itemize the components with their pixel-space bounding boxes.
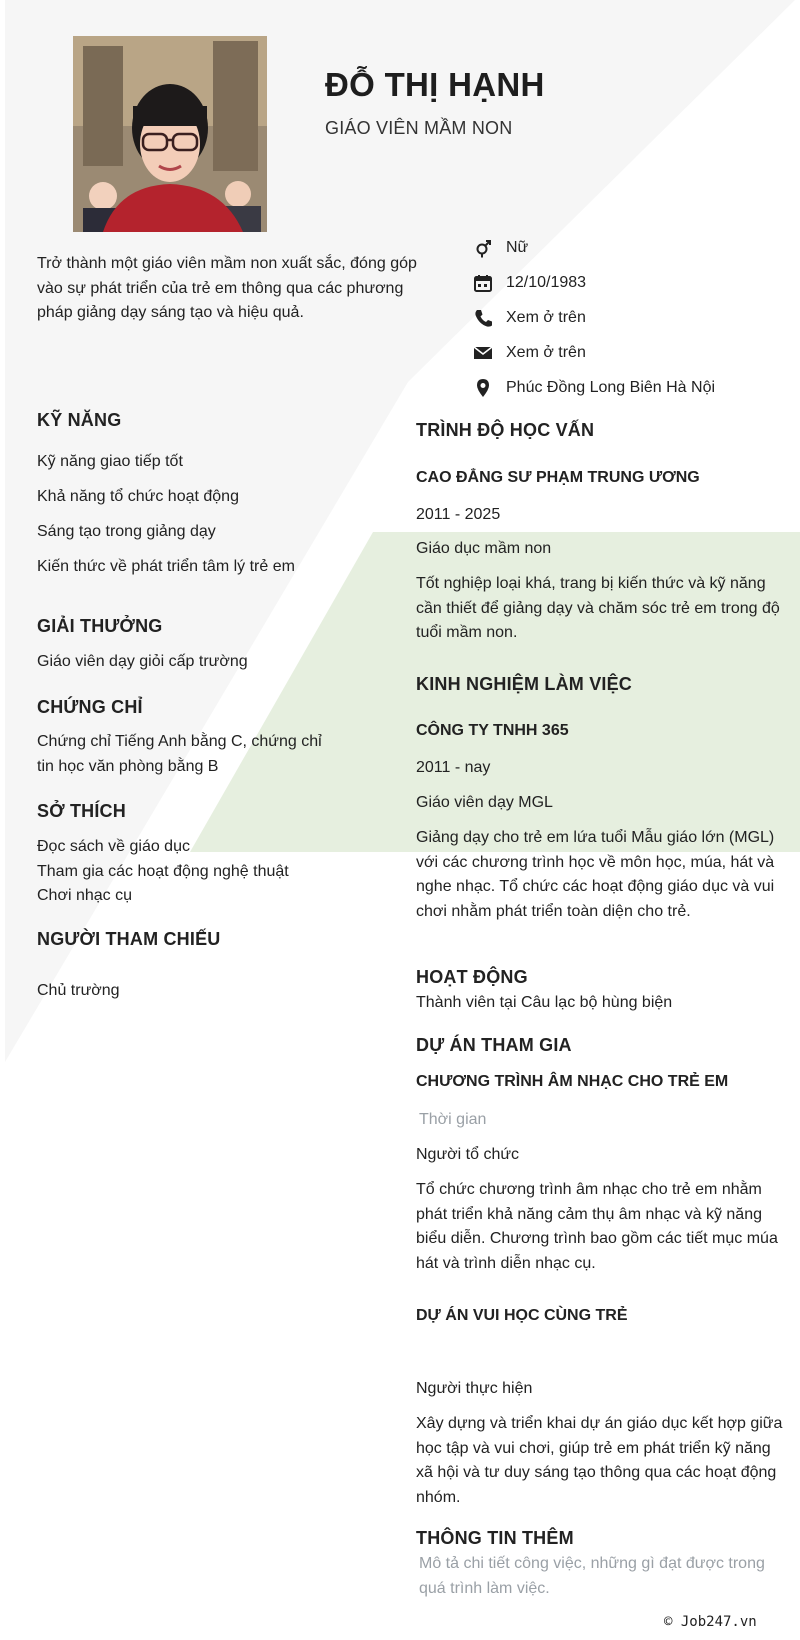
gender-value: Nữ	[506, 238, 529, 256]
contact-phone	[472, 300, 792, 335]
candidate-name: ĐỖ THỊ HẠNH	[325, 66, 545, 103]
activity-item: Thành viên tại Câu lạc bộ hùng biện	[416, 994, 673, 1011]
career-objective: Trở thành một giáo viên mầm non xuất sắc, đóng góp vào sự phát triển của trẻ em thông qua các phương pháp giảng dạy sáng tạo và hiệu quả.	[37, 255, 417, 321]
contact-email	[472, 335, 792, 370]
project-description: Xây dựng và triển khai dự án giáo dục kết hợp giữa học tập và vui chơi, giúp trẻ em phát triển kỹ năng xã hội và tư duy sáng tạo thông qua các hoạt động nhóm.	[416, 1415, 783, 1506]
education-heading: TRÌNH ĐỘ HỌC VẤN	[416, 420, 595, 440]
project-name: DỰ ÁN VUI HỌC CÙNG TRẺ	[416, 1307, 628, 1324]
birthday-value: 12/10/1983	[506, 273, 587, 291]
activities-heading: HOẠT ĐỘNG	[416, 967, 528, 987]
skill-item: Kỹ năng giao tiếp tốt	[37, 453, 183, 470]
skills-list	[37, 450, 295, 590]
footer-copyright: © Job247.vn	[664, 1614, 757, 1630]
envelope-icon	[472, 342, 494, 364]
gender-icon	[472, 237, 494, 259]
hobbies-list	[37, 835, 289, 909]
additional-info-heading: THÔNG TIN THÊM	[416, 1528, 574, 1548]
experience-role: Giáo viên dạy MGL	[416, 794, 553, 811]
references-heading: NGƯỜI THAM CHIẾU	[37, 929, 221, 949]
candidate-title: GIÁO VIÊN MẦM NON	[325, 118, 513, 138]
profile-photo	[73, 36, 267, 232]
portrait-illustration	[73, 36, 267, 232]
location-pin-icon	[472, 377, 494, 399]
calendar-icon	[472, 272, 494, 294]
award-item: Giáo viên dạy giỏi cấp trường	[37, 653, 248, 670]
skill-item: Sáng tạo trong giảng dạy	[37, 523, 216, 540]
phone-value: Xem ở trên	[506, 308, 586, 326]
experience-company: CÔNG TY TNHH 365	[416, 722, 569, 739]
certificates-heading: CHỨNG CHỈ	[37, 697, 143, 717]
contact-gender	[472, 230, 792, 265]
experience-description: Giảng dạy cho trẻ em lứa tuổi Mẫu giáo lớn (MGL) với các chương trình học về môn học, múa, hát và nghe nhạc. Tổ chức các hoạt động giáo dục và vui chơi nhằm phát triển toàn diện cho trẻ.	[416, 829, 775, 920]
hobbies-heading: SỞ THÍCH	[37, 801, 126, 821]
project-role: Người thực hiện	[416, 1380, 533, 1397]
phone-icon	[472, 307, 494, 329]
hobby-item: Tham gia các hoạt động nghệ thuật	[37, 862, 289, 880]
project-time-placeholder: Thời gian	[419, 1111, 487, 1128]
certificate-line: Chứng chỉ Tiếng Anh bằng C, chứng chỉ	[37, 733, 322, 750]
experience-heading: KINH NGHIỆM LÀM VIỆC	[416, 674, 633, 694]
certificate-line: tin học văn phòng bằng B	[37, 758, 219, 775]
experience-period: 2011 - nay	[416, 759, 491, 776]
education-period: 2011 - 2025	[416, 506, 501, 523]
reference-item: Chủ trường	[37, 982, 120, 999]
address-value: Phúc Đồng Long Biên Hà Nội	[506, 378, 716, 396]
project-name: CHƯƠNG TRÌNH ÂM NHẠC CHO TRẺ EM	[416, 1073, 729, 1090]
project-role: Người tổ chức	[416, 1146, 520, 1163]
additional-info-placeholder: Mô tả chi tiết công việc, những gì đạt được trong quá trình làm việc.	[419, 1555, 765, 1597]
education-description: Tốt nghiệp loại khá, trang bị kiến thức và kỹ năng cần thiết để giảng dạy và chăm sóc trẻ em trong độ tuổi mầm non.	[416, 575, 780, 641]
contact-address	[472, 370, 792, 405]
skill-item: Khả năng tổ chức hoạt động	[37, 488, 239, 505]
contact-info	[472, 230, 792, 405]
email-value: Xem ở trên	[506, 343, 586, 361]
project-description: Tổ chức chương trình âm nhạc cho trẻ em nhằm phát triển khả năng cảm thụ âm nhạc và kỹ năng biểu diễn. Chương trình bao gồm các tiết mục múa hát và trình diễn nhạc cụ.	[416, 1181, 778, 1272]
education-major: Giáo dục mầm non	[416, 540, 552, 557]
awards-heading: GIẢI THƯỞNG	[37, 616, 163, 636]
skills-heading: KỸ NĂNG	[37, 410, 122, 430]
hobby-item: Chơi nhạc cụ	[37, 887, 132, 904]
contact-birthday	[472, 265, 792, 300]
projects-heading: DỰ ÁN THAM GIA	[416, 1035, 572, 1055]
hobby-item: Đọc sách về giáo dục	[37, 838, 190, 855]
education-school: CAO ĐẲNG SƯ PHẠM TRUNG ƯƠNG	[416, 469, 700, 486]
skill-item: Kiến thức về phát triển tâm lý trẻ em	[37, 558, 295, 575]
